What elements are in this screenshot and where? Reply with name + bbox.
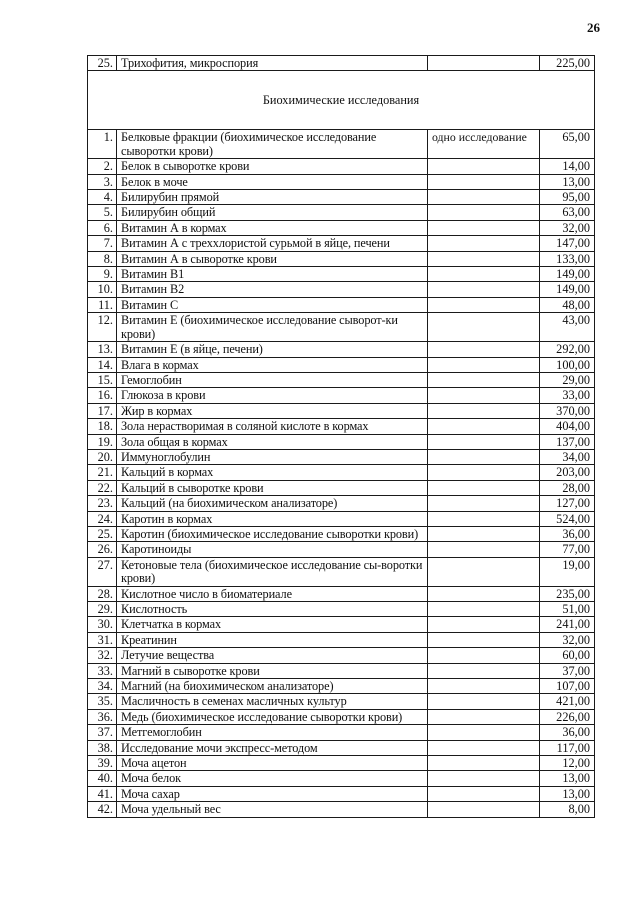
row-number: 24. xyxy=(88,511,117,526)
table-row xyxy=(88,388,595,403)
row-name: Магний в сыворотке крови xyxy=(117,663,428,678)
row-price: 19,00 xyxy=(540,557,595,586)
row-number: 25. xyxy=(88,56,117,71)
table-row xyxy=(88,786,595,801)
row-number: 25. xyxy=(88,526,117,541)
table-row xyxy=(88,267,595,282)
row-name: Метгемоглобин xyxy=(117,725,428,740)
row-unit xyxy=(428,496,540,511)
row-unit xyxy=(428,511,540,526)
table-row xyxy=(88,130,595,159)
row-name: Витамин В1 xyxy=(117,267,428,282)
row-unit xyxy=(428,434,540,449)
row-name: Каротиноиды xyxy=(117,542,428,557)
table-row xyxy=(88,313,595,342)
table-row xyxy=(88,357,595,372)
row-unit xyxy=(428,586,540,601)
row-number: 4. xyxy=(88,190,117,205)
row-name: Билирубин прямой xyxy=(117,190,428,205)
table-row xyxy=(88,725,595,740)
row-name: Зола общая в кормах xyxy=(117,434,428,449)
row-number: 42. xyxy=(88,802,117,817)
table-row xyxy=(88,496,595,511)
row-unit xyxy=(428,174,540,189)
row-name: Билирубин общий xyxy=(117,205,428,220)
row-price: 32,00 xyxy=(540,220,595,235)
row-number: 29. xyxy=(88,602,117,617)
row-name: Иммуноглобулин xyxy=(117,449,428,464)
row-number: 5. xyxy=(88,205,117,220)
row-name: Каротин в кормах xyxy=(117,511,428,526)
row-unit xyxy=(428,756,540,771)
table-row xyxy=(88,756,595,771)
row-name: Влага в кормах xyxy=(117,357,428,372)
row-name: Масличность в семенах масличных культур xyxy=(117,694,428,709)
row-price: 77,00 xyxy=(540,542,595,557)
row-number: 34. xyxy=(88,679,117,694)
row-name: Магний (на биохимическом анализаторе) xyxy=(117,679,428,694)
row-unit xyxy=(428,709,540,724)
row-name: Моча удельный вес xyxy=(117,802,428,817)
row-price: 33,00 xyxy=(540,388,595,403)
row-price: 421,00 xyxy=(540,694,595,709)
row-price: 37,00 xyxy=(540,663,595,678)
table-row xyxy=(88,419,595,434)
row-number: 9. xyxy=(88,267,117,282)
row-number: 30. xyxy=(88,617,117,632)
table-row xyxy=(88,220,595,235)
row-price: 36,00 xyxy=(540,526,595,541)
row-name: Креатинин xyxy=(117,632,428,647)
row-unit xyxy=(428,786,540,801)
row-price: 404,00 xyxy=(540,419,595,434)
row-price: 13,00 xyxy=(540,174,595,189)
row-number: 39. xyxy=(88,756,117,771)
row-price: 133,00 xyxy=(540,251,595,266)
row-unit xyxy=(428,190,540,205)
row-name: Трихофития, микроспория xyxy=(117,56,428,71)
row-number: 12. xyxy=(88,313,117,342)
row-price: 34,00 xyxy=(540,449,595,464)
row-unit xyxy=(428,771,540,786)
row-unit xyxy=(428,282,540,297)
table-row xyxy=(88,542,595,557)
table-row xyxy=(88,771,595,786)
row-price: 13,00 xyxy=(540,786,595,801)
row-number: 16. xyxy=(88,388,117,403)
row-number: 22. xyxy=(88,480,117,495)
row-name: Кальций в кормах xyxy=(117,465,428,480)
table-row xyxy=(88,297,595,312)
section-header-row xyxy=(88,71,595,130)
row-name: Витамин А с треххлористой сурьмой в яйце, печени xyxy=(117,236,428,251)
table-row xyxy=(88,372,595,387)
row-unit xyxy=(428,205,540,220)
row-number: 11. xyxy=(88,297,117,312)
row-number: 36. xyxy=(88,709,117,724)
row-price: 107,00 xyxy=(540,679,595,694)
row-unit xyxy=(428,725,540,740)
row-name: Моча сахар xyxy=(117,786,428,801)
row-price: 149,00 xyxy=(540,267,595,282)
row-name: Кетоновые тела (биохимическое исследование сы-воротки крови) xyxy=(117,557,428,586)
row-number: 32. xyxy=(88,648,117,663)
row-number: 13. xyxy=(88,342,117,357)
row-price: 226,00 xyxy=(540,709,595,724)
row-unit xyxy=(428,357,540,372)
section-header-group xyxy=(88,71,595,130)
row-price: 12,00 xyxy=(540,756,595,771)
row-number: 28. xyxy=(88,586,117,601)
row-name: Моча ацетон xyxy=(117,756,428,771)
row-price: 8,00 xyxy=(540,802,595,817)
row-price: 48,00 xyxy=(540,297,595,312)
row-price: 95,00 xyxy=(540,190,595,205)
row-unit xyxy=(428,740,540,755)
row-unit xyxy=(428,602,540,617)
row-number: 8. xyxy=(88,251,117,266)
row-price: 370,00 xyxy=(540,403,595,418)
row-unit xyxy=(428,419,540,434)
row-price: 32,00 xyxy=(540,632,595,647)
row-name: Белок в моче xyxy=(117,174,428,189)
row-number: 10. xyxy=(88,282,117,297)
row-number: 7. xyxy=(88,236,117,251)
row-price: 63,00 xyxy=(540,205,595,220)
row-name: Витамин В2 xyxy=(117,282,428,297)
row-unit xyxy=(428,480,540,495)
row-name: Клетчатка в кормах xyxy=(117,617,428,632)
row-name: Медь (биохимическое исследование сыворотки крови) xyxy=(117,709,428,724)
row-price: 14,00 xyxy=(540,159,595,174)
row-unit xyxy=(428,313,540,342)
row-unit xyxy=(428,251,540,266)
table-row xyxy=(88,586,595,601)
table-row xyxy=(88,342,595,357)
row-unit xyxy=(428,679,540,694)
row-number: 18. xyxy=(88,419,117,434)
page-number: 26 xyxy=(587,20,600,35)
row-unit xyxy=(428,648,540,663)
row-price: 137,00 xyxy=(540,434,595,449)
row-unit xyxy=(428,632,540,647)
row-number: 35. xyxy=(88,694,117,709)
table-row xyxy=(88,56,595,71)
row-name: Витамин А в кормах xyxy=(117,220,428,235)
row-price: 60,00 xyxy=(540,648,595,663)
table-row xyxy=(88,526,595,541)
row-number: 15. xyxy=(88,372,117,387)
row-name: Гемоглобин xyxy=(117,372,428,387)
section-rows xyxy=(88,130,595,817)
row-price: 13,00 xyxy=(540,771,595,786)
table-row xyxy=(88,709,595,724)
row-number: 17. xyxy=(88,403,117,418)
row-unit xyxy=(428,617,540,632)
row-unit xyxy=(428,663,540,678)
row-name: Кальций в сыворотке крови xyxy=(117,480,428,495)
row-name: Витамин Е (биохимическое исследование сыворот-ки крови) xyxy=(117,313,428,342)
row-number: 14. xyxy=(88,357,117,372)
row-name: Каротин (биохимическое исследование сыворотки крови) xyxy=(117,526,428,541)
table-row xyxy=(88,251,595,266)
row-number: 19. xyxy=(88,434,117,449)
row-unit xyxy=(428,388,540,403)
table-row xyxy=(88,205,595,220)
row-price: 235,00 xyxy=(540,586,595,601)
row-unit xyxy=(428,802,540,817)
row-price: 524,00 xyxy=(540,511,595,526)
row-name: Жир в кормах xyxy=(117,403,428,418)
row-number: 2. xyxy=(88,159,117,174)
row-name: Витамин С xyxy=(117,297,428,312)
row-price: 51,00 xyxy=(540,602,595,617)
row-name: Исследование мочи экспресс-методом xyxy=(117,740,428,755)
row-price: 225,00 xyxy=(540,56,595,71)
row-number: 27. xyxy=(88,557,117,586)
row-number: 41. xyxy=(88,786,117,801)
row-unit xyxy=(428,449,540,464)
row-price: 28,00 xyxy=(540,480,595,495)
table-row xyxy=(88,740,595,755)
row-price: 65,00 xyxy=(540,130,595,159)
row-name: Кальций (на биохимическом анализаторе) xyxy=(117,496,428,511)
row-price: 43,00 xyxy=(540,313,595,342)
table-row xyxy=(88,480,595,495)
table-row xyxy=(88,511,595,526)
section-title: Биохимические исследования xyxy=(88,71,595,130)
row-number: 3. xyxy=(88,174,117,189)
row-number: 6. xyxy=(88,220,117,235)
row-price: 203,00 xyxy=(540,465,595,480)
row-unit xyxy=(428,542,540,557)
row-number: 26. xyxy=(88,542,117,557)
row-number: 20. xyxy=(88,449,117,464)
pre-section-rows xyxy=(88,56,595,71)
row-name: Моча белок xyxy=(117,771,428,786)
row-name: Зола нерастворимая в соляной кислоте в кормах xyxy=(117,419,428,434)
table-row xyxy=(88,403,595,418)
row-number: 38. xyxy=(88,740,117,755)
table-row xyxy=(88,679,595,694)
table-row xyxy=(88,802,595,817)
row-name: Кислотность xyxy=(117,602,428,617)
table-row xyxy=(88,434,595,449)
row-name: Белковые фракции (биохимическое исследование сыворотки крови) xyxy=(117,130,428,159)
row-unit xyxy=(428,557,540,586)
row-unit xyxy=(428,220,540,235)
table-row xyxy=(88,282,595,297)
table-row xyxy=(88,663,595,678)
row-price: 147,00 xyxy=(540,236,595,251)
row-unit xyxy=(428,267,540,282)
row-number: 40. xyxy=(88,771,117,786)
table-row xyxy=(88,648,595,663)
row-unit xyxy=(428,159,540,174)
row-unit xyxy=(428,526,540,541)
row-number: 31. xyxy=(88,632,117,647)
price-table xyxy=(87,55,595,818)
table-row xyxy=(88,694,595,709)
row-unit xyxy=(428,694,540,709)
row-name: Глюкоза в крови xyxy=(117,388,428,403)
row-unit xyxy=(428,297,540,312)
table-row xyxy=(88,617,595,632)
table-row xyxy=(88,557,595,586)
row-unit xyxy=(428,403,540,418)
row-unit xyxy=(428,56,540,71)
table-row xyxy=(88,190,595,205)
row-number: 33. xyxy=(88,663,117,678)
row-name: Белок в сыворотке крови xyxy=(117,159,428,174)
row-number: 23. xyxy=(88,496,117,511)
row-number: 21. xyxy=(88,465,117,480)
table-row xyxy=(88,465,595,480)
table-row xyxy=(88,449,595,464)
table-row xyxy=(88,159,595,174)
row-unit xyxy=(428,342,540,357)
row-name: Витамин Е (в яйце, печени) xyxy=(117,342,428,357)
row-number: 1. xyxy=(88,130,117,159)
row-name: Летучие вещества xyxy=(117,648,428,663)
row-price: 241,00 xyxy=(540,617,595,632)
row-unit xyxy=(428,236,540,251)
table-row xyxy=(88,632,595,647)
row-price: 100,00 xyxy=(540,357,595,372)
row-unit xyxy=(428,372,540,387)
row-price: 149,00 xyxy=(540,282,595,297)
row-price: 117,00 xyxy=(540,740,595,755)
row-price: 36,00 xyxy=(540,725,595,740)
row-name: Кислотное число в биоматериале xyxy=(117,586,428,601)
row-price: 127,00 xyxy=(540,496,595,511)
table-row xyxy=(88,236,595,251)
table-row xyxy=(88,174,595,189)
row-unit xyxy=(428,465,540,480)
row-unit: одно исследование xyxy=(428,130,540,159)
row-price: 292,00 xyxy=(540,342,595,357)
row-price: 29,00 xyxy=(540,372,595,387)
row-name: Витамин А в сыворотке крови xyxy=(117,251,428,266)
row-number: 37. xyxy=(88,725,117,740)
table-row xyxy=(88,602,595,617)
